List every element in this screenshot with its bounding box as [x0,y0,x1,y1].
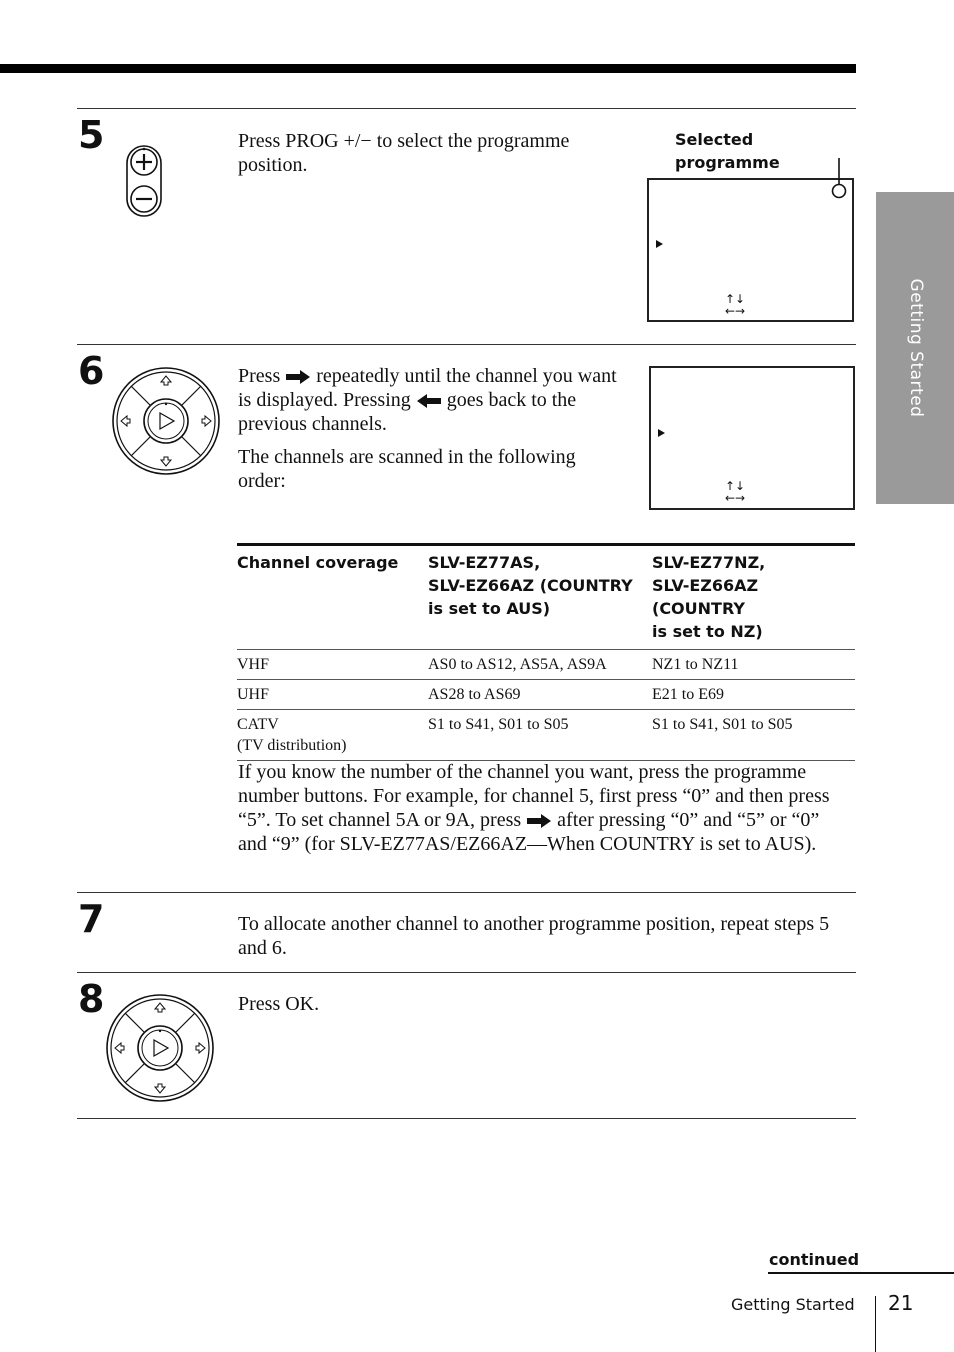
callout-pointer-icon [829,158,849,202]
divider [77,972,856,973]
step-number-6: 6 [78,349,105,393]
table-row: UHF AS28 to AS69 E21 to E69 [237,680,855,710]
page-number: 21 [888,1291,914,1315]
continued-label: continued [769,1250,860,1269]
step-6-text-b: repeatedly until the channel you want is displayed. Pressing [238,365,617,411]
header-aus-models: SLV-EZ77AS, SLV-EZ66AZ (COUNTRY is set to AUS) [428,545,652,650]
step-6-text-a: Press [238,365,281,387]
step-6-text [238,364,628,436]
top-bar [0,64,856,73]
step-6-direct-entry-text: If you know the number of the channel you want, press the programme number buttons. For example, for channel 5, first press “0” and then press “5”. To set channel 5A or 9A, press after pressing “0” and “5” or “0” and “9” (for SLV-EZ77AS/EZ66AZ—When COUNTRY is set to AUS). [238,761,830,855]
section-tab-label: Getting Started [905,278,926,418]
footer-section-name: Getting Started [731,1295,855,1314]
navigation-arrows-icon: ↑↓ ←→ [724,479,746,505]
channel-coverage-table [237,543,855,761]
footer-divider [875,1296,876,1352]
right-arrow-button-icon [285,369,311,385]
step-7-text: To allocate another channel to another programme position, repeat steps 5 and 6. [238,913,830,959]
right-arrow-button-icon [526,813,552,829]
jog-dial-ok-icon [105,993,215,1103]
footer-rule [768,1272,954,1274]
left-arrow-button-icon [416,393,442,409]
tv-screen-step-5 [647,178,854,322]
step-number-5: 5 [78,113,105,157]
table-row: CATV (TV distribution) S1 to S41, S01 to S05 S1 to S41, S01 to S05 [237,710,855,761]
tv-screen-step-6 [649,366,855,510]
step-number-8: 8 [78,977,105,1021]
step-6-text-c: goes back to the previous channels. [238,389,577,435]
header-channel-coverage: Channel coverage [237,545,428,650]
step-number-7: 7 [78,897,105,941]
step-6-scan-order-text: The channels are scanned in the following order: [238,446,576,492]
divider [77,108,856,109]
section-tab [876,192,954,504]
step-8-text: Press OK. [238,993,320,1015]
table-row: VHF AS0 to AS12, AS5A, AS9A NZ1 to NZ11 [237,650,855,680]
jog-dial-icon [111,366,221,476]
table-header-row [237,545,855,650]
prog-plus-minus-buttons-icon [124,144,164,218]
callout-line-1: Selected programme [675,130,780,172]
header-nz-models: SLV-EZ77NZ, SLV-EZ66AZ (COUNTRY is set to NZ) [652,545,855,650]
step-5-text: Press PROG +/− to select the programme position. [238,130,570,176]
cursor-triangle-icon [656,240,663,248]
divider [77,344,856,345]
divider [77,1118,856,1119]
divider [77,892,856,893]
cursor-triangle-icon [658,429,665,437]
navigation-arrows-icon: ↑↓ ←→ [724,292,746,318]
